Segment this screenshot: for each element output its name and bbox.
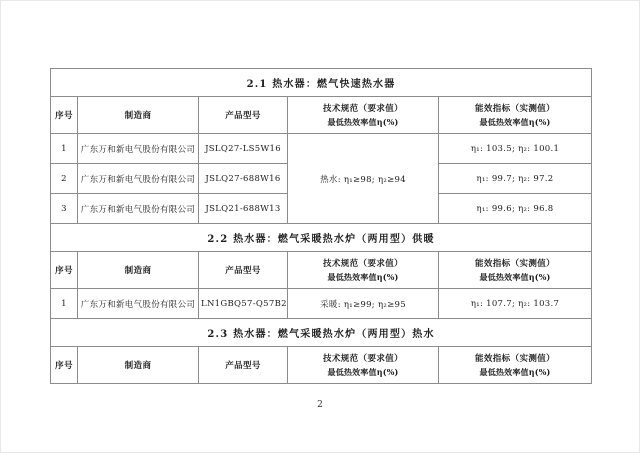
table-row (51, 134, 592, 164)
section-2-1-title-row (51, 69, 592, 97)
cell-model: JSLQ21-688W13 (199, 194, 288, 224)
cell-model: JSLQ27-688W16 (199, 164, 288, 194)
cell-measured: η₁: 99.7; η₂: 97.2 (439, 164, 592, 194)
cell-requirement: 采暖: η₁≥99; η₂≥95 (288, 289, 439, 319)
cell-model: JSLQ27-LS5W16 (199, 134, 288, 164)
section-2-3-title-row (51, 319, 592, 347)
col-header-manufacturer: 制造商 (78, 252, 199, 289)
cell-measured: η₁: 107.7; η₂: 103.7 (439, 289, 592, 319)
cell-manufacturer: 广东万和新电气股份有限公司 (78, 134, 199, 164)
cell-measured: η₁: 99.6; η₂: 96.8 (439, 194, 592, 224)
cell-seq: 3 (51, 194, 78, 224)
col-header-spec-sub: 最低热效率值η(%) (327, 117, 399, 127)
section-2-1-header-row (51, 97, 592, 134)
col-header-spec-title: 技术规范（要求值） (322, 259, 404, 269)
col-header-spec (288, 252, 439, 289)
col-header-index-sub: 最低热效率值η(%) (479, 367, 551, 377)
section-2-1-title: 2.1 热水器：燃气快速热水器 (51, 69, 592, 97)
section-2-3-header-row (51, 347, 592, 384)
col-header-spec-sub: 最低热效率值η(%) (327, 367, 399, 377)
col-header-manufacturer: 制造商 (78, 347, 199, 384)
section-2-2-header-row (51, 252, 592, 289)
cell-seq: 1 (51, 134, 78, 164)
col-header-index-sub: 最低热效率值η(%) (479, 117, 551, 127)
col-header-index-title: 能效指标（实测值） (474, 104, 556, 114)
section-2-3-title: 2.3 热水器：燃气采暖热水炉（两用型）热水 (51, 319, 592, 347)
section-2-2-title: 2.2 热水器：燃气采暖热水炉（两用型）供暖 (51, 224, 592, 252)
col-header-spec-sub: 最低热效率值η(%) (327, 272, 399, 282)
cell-manufacturer: 广东万和新电气股份有限公司 (78, 164, 199, 194)
col-header-spec (288, 97, 439, 134)
col-header-index (439, 97, 592, 134)
col-header-index-title: 能效指标（实测值） (474, 354, 556, 364)
cell-manufacturer: 广东万和新电气股份有限公司 (78, 289, 199, 319)
cell-measured: η₁: 103.5; η₂: 100.1 (439, 134, 592, 164)
col-header-seq: 序号 (51, 252, 78, 289)
cell-seq: 2 (51, 164, 78, 194)
cell-model: LN1GBQ57-Q57B2 (199, 289, 288, 319)
cell-manufacturer: 广东万和新电气股份有限公司 (78, 194, 199, 224)
cell-requirement: 热水: η₁≥98; η₂≥94 (288, 134, 439, 224)
col-header-model: 产品型号 (199, 252, 288, 289)
col-header-model: 产品型号 (199, 347, 288, 384)
col-header-model: 产品型号 (199, 97, 288, 134)
col-header-spec-title: 技术规范（要求值） (322, 104, 404, 114)
energy-efficiency-table (50, 68, 592, 384)
table-row (51, 289, 592, 319)
col-header-index-sub: 最低热效率值η(%) (479, 272, 551, 282)
col-header-index-title: 能效指标（实测值） (474, 259, 556, 269)
page-number: 2 (317, 400, 323, 410)
col-header-index (439, 252, 592, 289)
col-header-index (439, 347, 592, 384)
section-2-2-title-row (51, 224, 592, 252)
cell-seq: 1 (51, 289, 78, 319)
col-header-seq: 序号 (51, 97, 78, 134)
col-header-seq: 序号 (51, 347, 78, 384)
col-header-manufacturer: 制造商 (78, 97, 199, 134)
col-header-spec-title: 技术规范（要求值） (322, 354, 404, 364)
col-header-spec (288, 347, 439, 384)
